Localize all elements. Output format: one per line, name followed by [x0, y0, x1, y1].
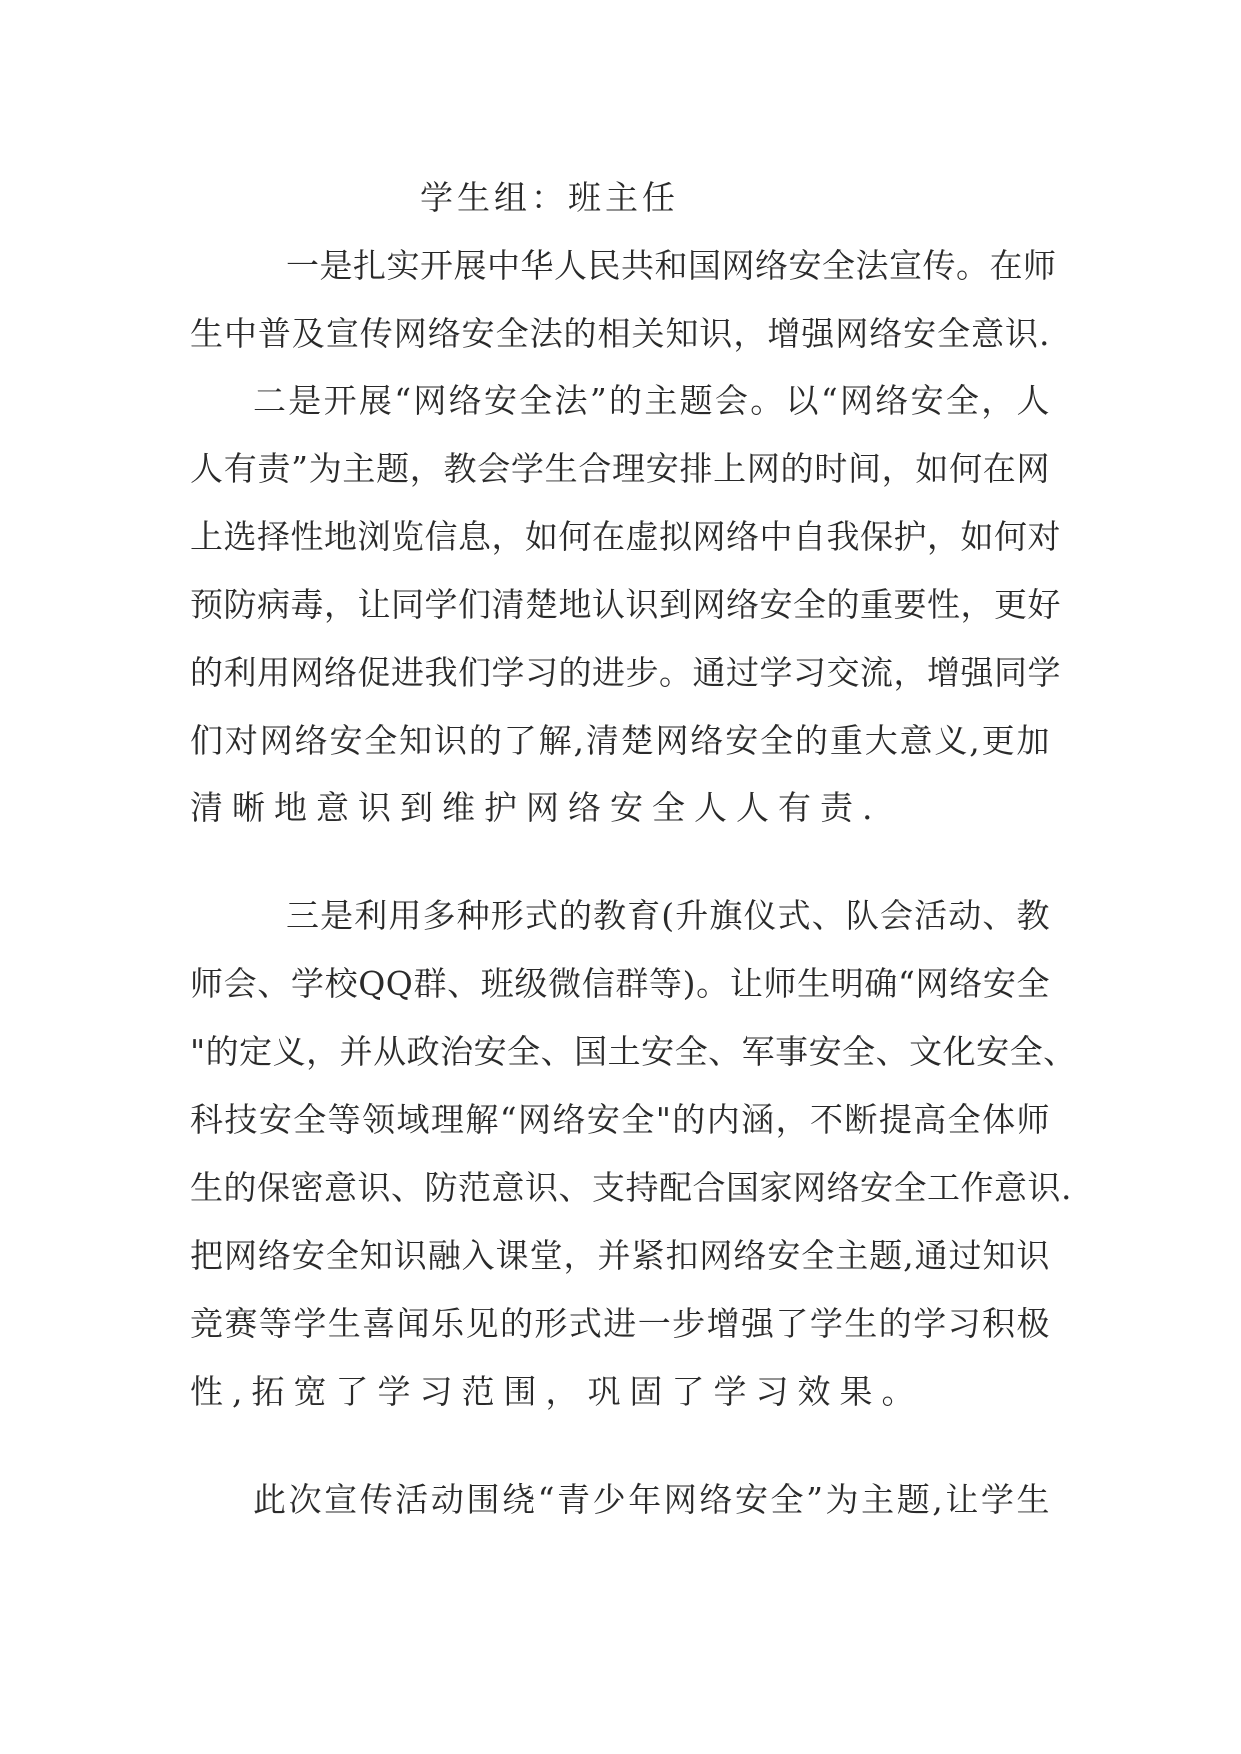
- section-heading: 学生组：班主任: [420, 178, 679, 217]
- paragraph-3-line-3: "的定义，并从政治安全、国土安全、军事安全、文化安全、: [190, 1032, 1077, 1071]
- paragraph-1-line-2: 生中普及宣传网络安全法的相关知识，增强网络安全意识.: [190, 314, 1050, 353]
- paragraph-2-line-7: 清晰地意识到维护网络安全人人有责.: [190, 788, 882, 827]
- paragraph-2-line-3: 上选择性地浏览信息，如何在虚拟网络中自我保护，如何对: [190, 517, 1061, 556]
- paragraph-3-line-7: 竞赛等学生喜闻乐见的形式进一步增强了学生的学习积极: [190, 1304, 1050, 1343]
- paragraph-3-line-8: 性,拓宽了学习范围，巩固了学习效果。: [190, 1372, 924, 1411]
- paragraph-4-line-1: 此次宣传活动围绕“青少年网络安全”为主题,让学生: [253, 1480, 1050, 1519]
- paragraph-3-line-4: 科技安全等领域理解“网络安全"的内涵，不断提高全体师: [190, 1100, 1050, 1139]
- paragraph-1-line-1: 一是扎实开展中华人民共和国网络安全法宣传。在师: [286, 246, 1057, 285]
- paragraph-3-line-2: 师会、学校QQ群、班级微信群等)。让师生明确“网络安全: [190, 964, 1050, 1003]
- paragraph-3-line-6: 把网络安全知识融入课堂，并紧扣网络安全主题,通过知识: [190, 1236, 1050, 1275]
- paragraph-2-line-6: 们对网络安全知识的了解,清楚网络安全的重大意义,更加: [190, 721, 1050, 760]
- paragraph-2-line-1: 二是开展“网络安全法”的主题会。以“网络安全，人: [253, 381, 1050, 420]
- paragraph-3-line-5: 生的保密意识、防范意识、支持配合国家网络安全工作意识.: [190, 1168, 1072, 1207]
- paragraph-3-line-1: 三是利用多种形式的教育(升旗仪式、队会活动、教: [286, 896, 1050, 935]
- paragraph-2-line-2: 人有责”为主题，教会学生合理安排上网的时间，如何在网: [190, 449, 1050, 488]
- paragraph-2-line-4: 预防病毒，让同学们清楚地认识到网络安全的重要性，更好: [190, 585, 1061, 624]
- paragraph-2-line-5: 的利用网络促进我们学习的进步。通过学习交流，增强同学: [190, 653, 1061, 692]
